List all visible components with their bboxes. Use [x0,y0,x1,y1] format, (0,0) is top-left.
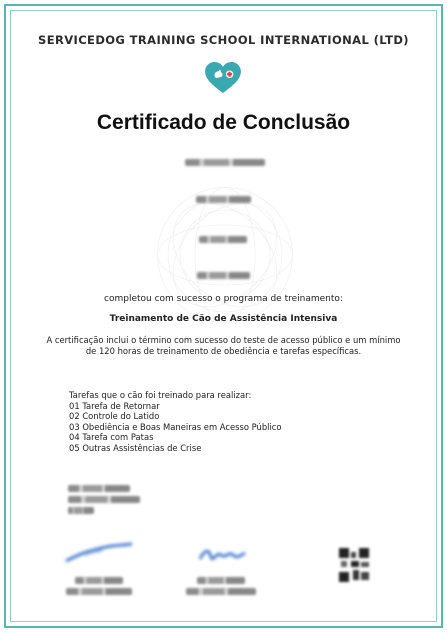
redacted-signer-title [186,588,256,595]
redacted-address-line [68,496,140,503]
redacted-owner-name [197,272,250,279]
redacted-date [199,236,247,243]
redacted-signer-name [75,577,123,584]
redacted-address-line [68,507,94,514]
task-item: 03 Obediência e Boas Maneiras em Acesso Público [69,421,282,432]
redacted-dog-name [185,159,265,166]
trainer-signature [64,541,134,565]
completed-statement: completou com sucesso o programa de treinamento: [104,294,343,304]
task-item: 04 Tarefa com Patas [69,432,154,443]
redacted-signer-name [197,577,245,584]
program-name: Treinamento de Cão de Assistência Intensiva [109,314,338,324]
qr-code-icon [337,546,371,584]
heart-dog-paw-logo-icon [204,62,242,94]
redacted-id [196,196,251,203]
redacted-address-line [68,485,130,492]
task-list-heading: Tarefas que o cão foi treinado para realizar: [69,390,252,400]
organization-name: SERVICEDOG TRAINING SCHOOL INTERNATIONAL (LTD) [38,33,409,47]
director-signature [197,543,247,565]
task-item: 01 Tarefa de Retornar [69,400,160,411]
task-item: 02 Controle do Latido [69,411,160,422]
certificate-title: Certificado de Conclusão [96,111,351,134]
redacted-signer-title [66,588,132,595]
task-item: 05 Outras Assistências de Crise [69,442,202,453]
certification-description: A certificação inclui o término com sucesso do teste de acesso público e um mínimo de 120 horas de treinamento de obediência e tarefas específicas. [46,335,401,356]
task-list [69,390,282,454]
